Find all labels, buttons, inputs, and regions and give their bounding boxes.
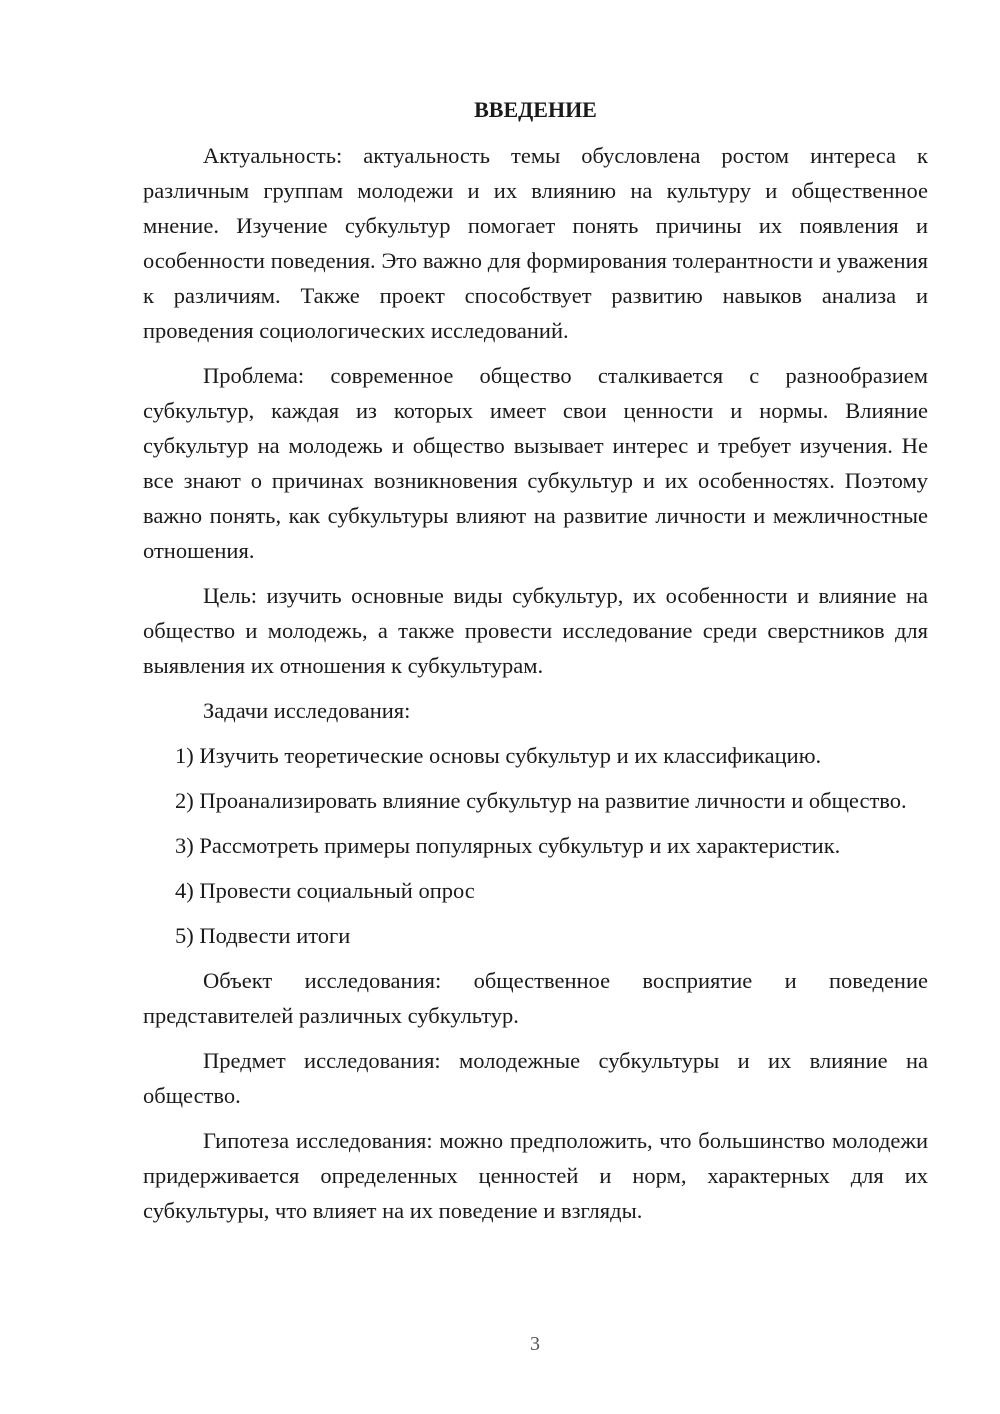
paragraph-goal: Цель: изучить основные виды субкультур, их особенности и влияние на общество и молодежь, а также провести исследование среди сверстников для выявления их отношения к субкультурам. (143, 583, 928, 678)
task-item-5: 5) Подвести итоги (175, 923, 351, 948)
task-item-4: 4) Провести социальный опрос (175, 878, 475, 903)
task-item-1: 1) Изучить теоретические основы субкультур и их классификацию. (175, 743, 822, 768)
task-item-3: 3) Рассмотреть примеры популярных субкультур и их характеристик. (175, 833, 841, 858)
page-content (143, 94, 928, 1238)
paragraph-subject: Предмет исследования: молодежные субкультуры и их влияние на общество. (143, 1048, 928, 1108)
paragraph-object: Объект исследования: общественное восприятие и поведение представителей различных субкультур. (143, 968, 928, 1028)
task-item-2: 2) Проанализировать влияние субкультур на развитие личности и общество. (175, 788, 907, 813)
page-number: 3 (530, 1333, 540, 1355)
tasks-header: Задачи исследования: (203, 698, 411, 723)
paragraph-relevance: Актуальность: актуальность темы обусловлена ростом интереса к различным группам молодежи и их влиянию на культуру и общественное мнение. Изучение субкультур помогает понять причины их появления и особенности поведения. Это важно для формирования толерантности и уважения к различиям. Также проект способствует развитию навыков анализа и проведения социологических исследований. (143, 143, 928, 343)
paragraph-problem: Проблема: современное общество сталкивается с разнообразием субкультур, каждая из которых имеет свои ценности и нормы. Влияние субкультур на молодежь и общество вызывает интерес и требует изучения. Не все знают о причинах возникновения субкультур и их особенностях. Поэтому важно понять, как субкультуры влияют на развитие личности и межличностные отношения. (143, 363, 928, 563)
paragraph-hypothesis: Гипотеза исследования: можно предположить, что большинство молодежи придерживается определенных ценностей и норм, характерных для их субкультуры, что влияет на их поведение и взгляды. (143, 1128, 928, 1223)
page-title: ВВЕДЕНИЕ (474, 97, 597, 122)
